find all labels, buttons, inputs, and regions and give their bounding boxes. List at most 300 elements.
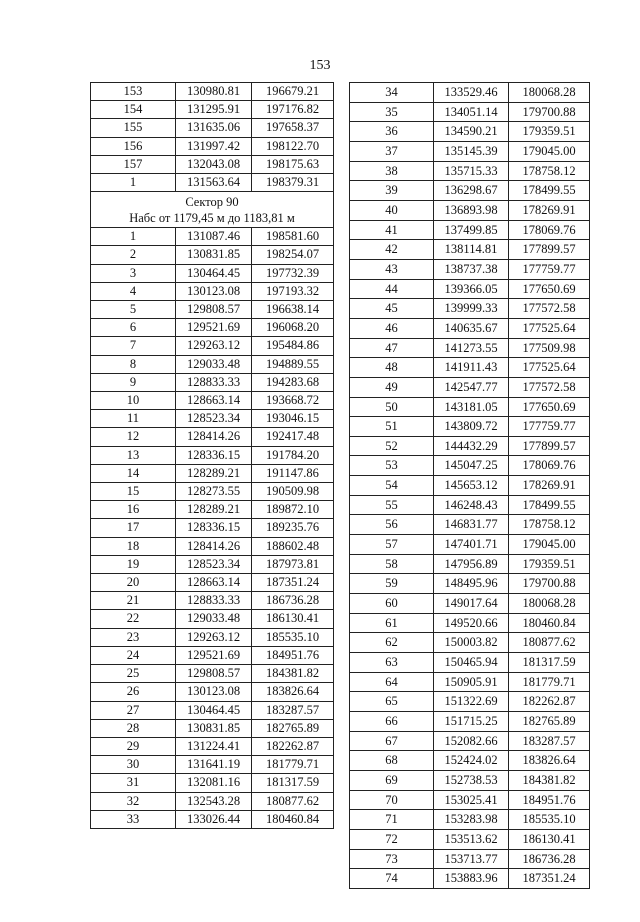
- table-row: [91, 228, 334, 246]
- point-number-cell: 68: [350, 751, 434, 771]
- table-row: [91, 719, 334, 737]
- y-coordinate-cell: 188602.48: [252, 537, 334, 555]
- table-row: [350, 397, 590, 417]
- x-coordinate-cell: 143181.05: [434, 397, 509, 417]
- point-number-cell: 55: [350, 495, 434, 515]
- y-coordinate-cell: 185535.10: [252, 628, 334, 646]
- table-row: [91, 301, 334, 319]
- point-number-cell: 1: [91, 228, 176, 246]
- table-row: [91, 737, 334, 755]
- y-coordinate-cell: 193668.72: [252, 392, 334, 410]
- table-row: [91, 756, 334, 774]
- point-number-cell: 61: [350, 613, 434, 633]
- x-coordinate-cell: 133529.46: [434, 83, 509, 103]
- y-coordinate-cell: 198379.31: [252, 174, 334, 192]
- x-coordinate-cell: 129033.48: [176, 355, 252, 373]
- y-coordinate-cell: 186736.28: [252, 592, 334, 610]
- point-number-cell: 35: [350, 102, 434, 122]
- point-number-cell: 154: [91, 101, 176, 119]
- y-coordinate-cell: 183287.57: [509, 731, 590, 751]
- y-coordinate-cell: 178499.55: [509, 495, 590, 515]
- x-coordinate-cell: 128523.34: [176, 555, 252, 573]
- table-row: [350, 810, 590, 830]
- x-coordinate-cell: 153025.41: [434, 790, 509, 810]
- x-coordinate-cell: 139366.05: [434, 279, 509, 299]
- point-number-cell: 2: [91, 246, 176, 264]
- table-row: [350, 240, 590, 260]
- y-coordinate-cell: 180068.28: [509, 594, 590, 614]
- y-coordinate-cell: 194283.68: [252, 373, 334, 391]
- point-number-cell: 60: [350, 594, 434, 614]
- x-coordinate-cell: 129033.48: [176, 610, 252, 628]
- y-coordinate-cell: 181317.59: [509, 653, 590, 673]
- point-number-cell: 27: [91, 701, 176, 719]
- point-number-cell: 56: [350, 515, 434, 535]
- point-number-cell: 16: [91, 501, 176, 519]
- point-number-cell: 17: [91, 519, 176, 537]
- y-coordinate-cell: 177759.77: [509, 417, 590, 437]
- table-row: [91, 373, 334, 391]
- y-coordinate-cell: 184951.76: [509, 790, 590, 810]
- y-coordinate-cell: 197732.39: [252, 264, 334, 282]
- x-coordinate-cell: 146248.43: [434, 495, 509, 515]
- table-row: [91, 501, 334, 519]
- point-number-cell: 37: [350, 141, 434, 161]
- point-number-cell: 42: [350, 240, 434, 260]
- table-row: [350, 751, 590, 771]
- table-row: [91, 155, 334, 173]
- y-coordinate-cell: 184381.82: [252, 665, 334, 683]
- x-coordinate-cell: 131997.42: [176, 137, 252, 155]
- x-coordinate-cell: 128289.21: [176, 464, 252, 482]
- point-number-cell: 44: [350, 279, 434, 299]
- table-row: [350, 299, 590, 319]
- table-row: [91, 446, 334, 464]
- table-row: [350, 417, 590, 437]
- table-row: [91, 628, 334, 646]
- point-number-cell: 43: [350, 259, 434, 279]
- point-number-cell: 57: [350, 535, 434, 555]
- y-coordinate-cell: 190509.98: [252, 483, 334, 501]
- table-row: [350, 672, 590, 692]
- table-row: [91, 83, 334, 101]
- table-row: [91, 119, 334, 137]
- table-row: [350, 849, 590, 869]
- x-coordinate-cell: 129808.57: [176, 665, 252, 683]
- table-row: [91, 665, 334, 683]
- point-number-cell: 33: [91, 810, 176, 828]
- y-coordinate-cell: 183826.64: [509, 751, 590, 771]
- table-row: [91, 392, 334, 410]
- x-coordinate-cell: 128336.15: [176, 446, 252, 464]
- y-coordinate-cell: 182262.87: [252, 737, 334, 755]
- x-coordinate-cell: 130831.85: [176, 719, 252, 737]
- table-row: [91, 264, 334, 282]
- point-number-cell: 47: [350, 338, 434, 358]
- page-number: 153: [309, 58, 331, 73]
- point-number-cell: 31: [91, 774, 176, 792]
- x-coordinate-cell: 128336.15: [176, 519, 252, 537]
- y-coordinate-cell: 177899.57: [509, 240, 590, 260]
- table-row: [350, 869, 590, 889]
- table-row: [91, 337, 334, 355]
- table-row: [350, 436, 590, 456]
- y-coordinate-cell: 186130.41: [509, 829, 590, 849]
- point-number-cell: 45: [350, 299, 434, 319]
- x-coordinate-cell: 131087.46: [176, 228, 252, 246]
- x-coordinate-cell: 130980.81: [176, 83, 252, 101]
- x-coordinate-cell: 153883.96: [434, 869, 509, 889]
- table-row: [91, 355, 334, 373]
- x-coordinate-cell: 134590.21: [434, 122, 509, 142]
- point-number-cell: 65: [350, 692, 434, 712]
- y-coordinate-cell: 186130.41: [252, 610, 334, 628]
- point-number-cell: 156: [91, 137, 176, 155]
- point-number-cell: 58: [350, 554, 434, 574]
- table-row: [350, 161, 590, 181]
- table-row: [350, 279, 590, 299]
- table-row: [350, 181, 590, 201]
- table-row: [350, 495, 590, 515]
- y-coordinate-cell: 185535.10: [509, 810, 590, 830]
- y-coordinate-cell: 183826.64: [252, 683, 334, 701]
- table-row: [350, 535, 590, 555]
- x-coordinate-cell: 131635.06: [176, 119, 252, 137]
- point-number-cell: 21: [91, 592, 176, 610]
- point-number-cell: 25: [91, 665, 176, 683]
- point-number-cell: 23: [91, 628, 176, 646]
- y-coordinate-cell: 178269.91: [509, 476, 590, 496]
- table-row: [91, 319, 334, 337]
- point-number-cell: 53: [350, 456, 434, 476]
- point-number-cell: 8: [91, 355, 176, 373]
- y-coordinate-cell: 184951.76: [252, 646, 334, 664]
- point-number-cell: 72: [350, 829, 434, 849]
- y-coordinate-cell: 186736.28: [509, 849, 590, 869]
- table-row: [91, 464, 334, 482]
- y-coordinate-cell: 178758.12: [509, 515, 590, 535]
- x-coordinate-cell: 153513.62: [434, 829, 509, 849]
- point-number-cell: 28: [91, 719, 176, 737]
- y-coordinate-cell: 180877.62: [252, 792, 334, 810]
- x-coordinate-cell: 128663.14: [176, 392, 252, 410]
- table-row: [350, 476, 590, 496]
- point-number-cell: 66: [350, 712, 434, 732]
- point-number-cell: 3: [91, 264, 176, 282]
- table-row: [350, 358, 590, 378]
- table-row: [350, 594, 590, 614]
- sector-header: [91, 192, 334, 228]
- y-coordinate-cell: 182262.87: [509, 692, 590, 712]
- left-coordinate-table: [90, 82, 334, 829]
- point-number-cell: 63: [350, 653, 434, 673]
- point-number-cell: 51: [350, 417, 434, 437]
- x-coordinate-cell: 150003.82: [434, 633, 509, 653]
- x-coordinate-cell: 130123.08: [176, 683, 252, 701]
- x-coordinate-cell: 150465.94: [434, 653, 509, 673]
- table-row: [350, 122, 590, 142]
- x-coordinate-cell: 149017.64: [434, 594, 509, 614]
- table-row: [91, 428, 334, 446]
- y-coordinate-cell: 178758.12: [509, 161, 590, 181]
- x-coordinate-cell: 152738.53: [434, 770, 509, 790]
- table-row: [91, 592, 334, 610]
- table-row: [350, 259, 590, 279]
- y-coordinate-cell: 177572.58: [509, 377, 590, 397]
- x-coordinate-cell: 129263.12: [176, 628, 252, 646]
- point-number-cell: 24: [91, 646, 176, 664]
- table-row: [91, 537, 334, 555]
- table-row: [350, 613, 590, 633]
- y-coordinate-cell: 196068.20: [252, 319, 334, 337]
- sector-title: Сектор 90: [185, 195, 239, 210]
- right-table-rows: [350, 83, 590, 889]
- table-row: [350, 790, 590, 810]
- x-coordinate-cell: 151322.69: [434, 692, 509, 712]
- table-row: [91, 610, 334, 628]
- table-row: [350, 200, 590, 220]
- x-coordinate-cell: 132543.28: [176, 792, 252, 810]
- x-coordinate-cell: 135145.39: [434, 141, 509, 161]
- x-coordinate-cell: 135715.33: [434, 161, 509, 181]
- y-coordinate-cell: 182765.89: [509, 712, 590, 732]
- point-number-cell: 157: [91, 155, 176, 173]
- point-number-cell: 40: [350, 200, 434, 220]
- y-coordinate-cell: 187351.24: [509, 869, 590, 889]
- y-coordinate-cell: 198175.63: [252, 155, 334, 173]
- x-coordinate-cell: 128523.34: [176, 410, 252, 428]
- table-row: [91, 282, 334, 300]
- x-coordinate-cell: 130123.08: [176, 282, 252, 300]
- y-coordinate-cell: 180460.84: [252, 810, 334, 828]
- x-coordinate-cell: 128663.14: [176, 574, 252, 592]
- y-coordinate-cell: 177572.58: [509, 299, 590, 319]
- x-coordinate-cell: 131641.19: [176, 756, 252, 774]
- y-coordinate-cell: 191147.86: [252, 464, 334, 482]
- x-coordinate-cell: 131224.41: [176, 737, 252, 755]
- x-coordinate-cell: 132043.08: [176, 155, 252, 173]
- table-row: [91, 646, 334, 664]
- sector-subtitle: Набс от 1179,45 м до 1183,81 м: [129, 211, 295, 226]
- y-coordinate-cell: 178069.76: [509, 456, 590, 476]
- x-coordinate-cell: 145047.25: [434, 456, 509, 476]
- y-coordinate-cell: 178499.55: [509, 181, 590, 201]
- table-row: [350, 692, 590, 712]
- table-row: [350, 220, 590, 240]
- y-coordinate-cell: 191784.20: [252, 446, 334, 464]
- y-coordinate-cell: 181779.71: [509, 672, 590, 692]
- y-coordinate-cell: 177650.69: [509, 397, 590, 417]
- y-coordinate-cell: 184381.82: [509, 770, 590, 790]
- point-number-cell: 59: [350, 574, 434, 594]
- point-number-cell: 26: [91, 683, 176, 701]
- right-coordinate-table: [349, 82, 590, 889]
- y-coordinate-cell: 179359.51: [509, 554, 590, 574]
- point-number-cell: 62: [350, 633, 434, 653]
- x-coordinate-cell: 141273.55: [434, 338, 509, 358]
- x-coordinate-cell: 128289.21: [176, 501, 252, 519]
- y-coordinate-cell: 197176.82: [252, 101, 334, 119]
- x-coordinate-cell: 153283.98: [434, 810, 509, 830]
- x-coordinate-cell: 150905.91: [434, 672, 509, 692]
- table-row: [91, 246, 334, 264]
- x-coordinate-cell: 131563.64: [176, 174, 252, 192]
- y-coordinate-cell: 181779.71: [252, 756, 334, 774]
- table-row: [350, 712, 590, 732]
- y-coordinate-cell: 177509.98: [509, 338, 590, 358]
- point-number-cell: 13: [91, 446, 176, 464]
- y-coordinate-cell: 198581.60: [252, 228, 334, 246]
- table-row: [91, 410, 334, 428]
- y-coordinate-cell: 180460.84: [509, 613, 590, 633]
- left-table-top-rows: [91, 83, 334, 192]
- x-coordinate-cell: 139999.33: [434, 299, 509, 319]
- point-number-cell: 19: [91, 555, 176, 573]
- y-coordinate-cell: 177525.64: [509, 318, 590, 338]
- point-number-cell: 74: [350, 869, 434, 889]
- table-row: [350, 102, 590, 122]
- x-coordinate-cell: 145653.12: [434, 476, 509, 496]
- table-row: [350, 770, 590, 790]
- point-number-cell: 153: [91, 83, 176, 101]
- table-row: [91, 810, 334, 828]
- point-number-cell: 15: [91, 483, 176, 501]
- y-coordinate-cell: 189235.76: [252, 519, 334, 537]
- point-number-cell: 5: [91, 301, 176, 319]
- y-coordinate-cell: 178269.91: [509, 200, 590, 220]
- point-number-cell: 36: [350, 122, 434, 142]
- x-coordinate-cell: 129521.69: [176, 319, 252, 337]
- y-coordinate-cell: 177525.64: [509, 358, 590, 378]
- x-coordinate-cell: 129521.69: [176, 646, 252, 664]
- table-row: [91, 483, 334, 501]
- table-row: [350, 377, 590, 397]
- x-coordinate-cell: 147956.89: [434, 554, 509, 574]
- x-coordinate-cell: 128833.33: [176, 373, 252, 391]
- point-number-cell: 71: [350, 810, 434, 830]
- table-row: [350, 83, 590, 103]
- y-coordinate-cell: 182765.89: [252, 719, 334, 737]
- x-coordinate-cell: 138737.38: [434, 259, 509, 279]
- y-coordinate-cell: 177759.77: [509, 259, 590, 279]
- point-number-cell: 38: [350, 161, 434, 181]
- y-coordinate-cell: 195484.86: [252, 337, 334, 355]
- y-coordinate-cell: 197658.37: [252, 119, 334, 137]
- point-number-cell: 41: [350, 220, 434, 240]
- sector-header-row: [91, 192, 334, 228]
- x-coordinate-cell: 142547.77: [434, 377, 509, 397]
- table-row: [350, 554, 590, 574]
- point-number-cell: 46: [350, 318, 434, 338]
- y-coordinate-cell: 194889.55: [252, 355, 334, 373]
- point-number-cell: 20: [91, 574, 176, 592]
- x-coordinate-cell: 149520.66: [434, 613, 509, 633]
- point-number-cell: 22: [91, 610, 176, 628]
- y-coordinate-cell: 180877.62: [509, 633, 590, 653]
- point-number-cell: 52: [350, 436, 434, 456]
- point-number-cell: 11: [91, 410, 176, 428]
- x-coordinate-cell: 130464.45: [176, 264, 252, 282]
- y-coordinate-cell: 179700.88: [509, 102, 590, 122]
- table-row: [350, 318, 590, 338]
- table-row: [350, 731, 590, 751]
- table-row: [91, 101, 334, 119]
- x-coordinate-cell: 128414.26: [176, 428, 252, 446]
- x-coordinate-cell: 133026.44: [176, 810, 252, 828]
- point-number-cell: 39: [350, 181, 434, 201]
- x-coordinate-cell: 129263.12: [176, 337, 252, 355]
- x-coordinate-cell: 136298.67: [434, 181, 509, 201]
- x-coordinate-cell: 130464.45: [176, 701, 252, 719]
- point-number-cell: 29: [91, 737, 176, 755]
- table-row: [91, 701, 334, 719]
- y-coordinate-cell: 187351.24: [252, 574, 334, 592]
- y-coordinate-cell: 177899.57: [509, 436, 590, 456]
- table-row: [350, 456, 590, 476]
- table-row: [91, 519, 334, 537]
- point-number-cell: 34: [350, 83, 434, 103]
- point-number-cell: 48: [350, 358, 434, 378]
- point-number-cell: 32: [91, 792, 176, 810]
- point-number-cell: 54: [350, 476, 434, 496]
- point-number-cell: 14: [91, 464, 176, 482]
- x-coordinate-cell: 143809.72: [434, 417, 509, 437]
- point-number-cell: 69: [350, 770, 434, 790]
- point-number-cell: 12: [91, 428, 176, 446]
- x-coordinate-cell: 152424.02: [434, 751, 509, 771]
- x-coordinate-cell: 136893.98: [434, 200, 509, 220]
- point-number-cell: 73: [350, 849, 434, 869]
- point-number-cell: 50: [350, 397, 434, 417]
- x-coordinate-cell: 138114.81: [434, 240, 509, 260]
- sector-header-cell: [91, 192, 334, 228]
- point-number-cell: 70: [350, 790, 434, 810]
- x-coordinate-cell: 141911.43: [434, 358, 509, 378]
- x-coordinate-cell: 140635.67: [434, 318, 509, 338]
- y-coordinate-cell: 179700.88: [509, 574, 590, 594]
- x-coordinate-cell: 144432.29: [434, 436, 509, 456]
- y-coordinate-cell: 198122.70: [252, 137, 334, 155]
- table-row: [350, 574, 590, 594]
- point-number-cell: 9: [91, 373, 176, 391]
- x-coordinate-cell: 153713.77: [434, 849, 509, 869]
- point-number-cell: 6: [91, 319, 176, 337]
- x-coordinate-cell: 148495.96: [434, 574, 509, 594]
- y-coordinate-cell: 192417.48: [252, 428, 334, 446]
- point-number-cell: 10: [91, 392, 176, 410]
- point-number-cell: 1: [91, 174, 176, 192]
- left-table-bottom-rows: [91, 228, 334, 829]
- x-coordinate-cell: 152082.66: [434, 731, 509, 751]
- point-number-cell: 30: [91, 756, 176, 774]
- x-coordinate-cell: 151715.25: [434, 712, 509, 732]
- x-coordinate-cell: 129808.57: [176, 301, 252, 319]
- y-coordinate-cell: 178069.76: [509, 220, 590, 240]
- x-coordinate-cell: 132081.16: [176, 774, 252, 792]
- point-number-cell: 18: [91, 537, 176, 555]
- table-row: [91, 574, 334, 592]
- table-row: [91, 774, 334, 792]
- y-coordinate-cell: 180068.28: [509, 83, 590, 103]
- y-coordinate-cell: 179359.51: [509, 122, 590, 142]
- y-coordinate-cell: 196638.14: [252, 301, 334, 319]
- table-row: [350, 653, 590, 673]
- table-row: [350, 633, 590, 653]
- x-coordinate-cell: 128833.33: [176, 592, 252, 610]
- x-coordinate-cell: 130831.85: [176, 246, 252, 264]
- point-number-cell: 64: [350, 672, 434, 692]
- point-number-cell: 7: [91, 337, 176, 355]
